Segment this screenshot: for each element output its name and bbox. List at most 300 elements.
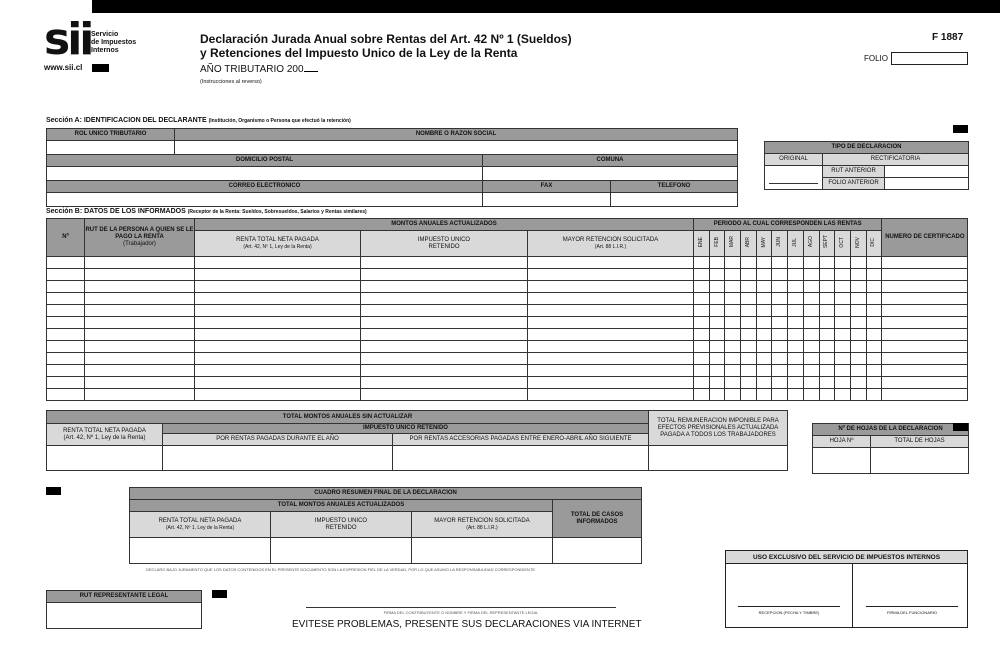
table-cell[interactable] — [694, 305, 710, 317]
marker-block — [46, 487, 61, 495]
table-cell[interactable] — [709, 341, 725, 353]
table-cell[interactable] — [819, 257, 835, 269]
folio-label: FOLIO — [864, 54, 889, 63]
table-cell[interactable] — [866, 329, 882, 341]
table-cell[interactable] — [741, 353, 757, 365]
table-cell[interactable] — [725, 281, 741, 293]
table-cell[interactable] — [361, 257, 528, 269]
telefono-field[interactable] — [611, 193, 738, 207]
table-cell[interactable] — [47, 377, 85, 389]
table-cell[interactable] — [361, 389, 528, 401]
table-cell[interactable] — [803, 377, 819, 389]
table-cell[interactable] — [725, 365, 741, 377]
totales-renta-header: RENTA TOTAL NETA PAGADA (Art. 42, Nº 1, Ley de la Renta) — [47, 424, 163, 446]
table-cell[interactable] — [835, 269, 851, 281]
mes-header: AGO — [803, 231, 819, 257]
table-cell[interactable] — [788, 293, 804, 305]
table-row — [47, 353, 968, 365]
table-cell[interactable] — [772, 389, 788, 401]
table-cell[interactable] — [725, 341, 741, 353]
table-cell[interactable] — [741, 293, 757, 305]
table-cell[interactable] — [819, 365, 835, 377]
table-cell[interactable] — [361, 281, 528, 293]
table-cell[interactable] — [850, 317, 866, 329]
table-cell[interactable] — [528, 281, 694, 293]
remuneracion-field[interactable] — [649, 446, 788, 471]
table-cell[interactable] — [694, 377, 710, 389]
correo-header: CORREO ELECTRONICO — [47, 181, 483, 193]
table-cell[interactable] — [819, 353, 835, 365]
table-cell[interactable] — [772, 269, 788, 281]
table-cell[interactable] — [882, 305, 968, 317]
table-row — [47, 257, 968, 269]
resumen-table — [129, 487, 642, 564]
table-cell[interactable] — [803, 329, 819, 341]
table-cell[interactable] — [47, 389, 85, 401]
table-cell[interactable] — [772, 353, 788, 365]
table-cell[interactable] — [47, 341, 85, 353]
table-cell[interactable] — [756, 317, 772, 329]
table-cell[interactable] — [694, 281, 710, 293]
table-cell[interactable] — [195, 257, 361, 269]
table-cell[interactable] — [528, 341, 694, 353]
table-cell[interactable] — [361, 317, 528, 329]
table-cell[interactable] — [835, 305, 851, 317]
table-cell[interactable] — [803, 257, 819, 269]
table-cell[interactable] — [835, 281, 851, 293]
rut-representante-field[interactable] — [47, 603, 202, 629]
table-cell[interactable] — [741, 305, 757, 317]
table-cell[interactable] — [694, 317, 710, 329]
table-cell[interactable] — [195, 317, 361, 329]
table-cell[interactable] — [819, 305, 835, 317]
table-cell[interactable] — [772, 293, 788, 305]
table-cell[interactable] — [361, 377, 528, 389]
table-row — [47, 389, 968, 401]
table-cell[interactable] — [709, 329, 725, 341]
resumen-impuesto-field[interactable] — [271, 538, 412, 564]
table-cell[interactable] — [756, 377, 772, 389]
table-cell[interactable] — [756, 305, 772, 317]
correo-field[interactable] — [47, 193, 483, 207]
table-cell[interactable] — [725, 293, 741, 305]
mayor-retencion-header: MAYOR RETENCION SOLICITADA (Art. 88 L.I.R.) — [528, 231, 694, 257]
impuesto-retenido-header: IMPUESTO UNICO RETENIDO — [163, 424, 649, 434]
domicilio-header: DOMICILIO POSTAL — [47, 155, 483, 167]
table-cell[interactable] — [803, 365, 819, 377]
table-cell[interactable] — [47, 353, 85, 365]
table-cell[interactable] — [528, 293, 694, 305]
table-cell[interactable] — [741, 317, 757, 329]
marker-block — [212, 590, 227, 598]
table-cell[interactable] — [361, 305, 528, 317]
table-cell[interactable] — [709, 293, 725, 305]
totales-table — [46, 410, 649, 471]
table-cell[interactable] — [835, 365, 851, 377]
table-cell[interactable] — [725, 389, 741, 401]
mes-header: SEPT — [819, 231, 835, 257]
table-cell[interactable] — [850, 365, 866, 377]
table-cell[interactable] — [835, 377, 851, 389]
table-cell[interactable] — [756, 353, 772, 365]
table-cell[interactable] — [756, 389, 772, 401]
table-cell[interactable] — [195, 293, 361, 305]
table-row — [47, 269, 968, 281]
table-cell[interactable] — [694, 341, 710, 353]
table-cell[interactable] — [866, 389, 882, 401]
rut-anterior-field[interactable] — [885, 166, 969, 178]
table-cell[interactable] — [835, 317, 851, 329]
table-cell[interactable] — [772, 377, 788, 389]
table-cell[interactable] — [195, 389, 361, 401]
rut-anterior-label: RUT ANTERIOR — [823, 166, 885, 178]
table-cell[interactable] — [709, 281, 725, 293]
table-cell[interactable] — [835, 293, 851, 305]
table-cell[interactable] — [85, 365, 195, 377]
rol-unico-header: ROL UNICO TRIBUTARIO — [47, 129, 175, 141]
table-cell[interactable] — [866, 281, 882, 293]
mes-header: JUL — [788, 231, 804, 257]
telefono-header: TELEFONO — [611, 181, 738, 193]
table-cell[interactable] — [528, 365, 694, 377]
table-cell[interactable] — [361, 365, 528, 377]
table-cell[interactable] — [47, 317, 85, 329]
table-cell[interactable] — [195, 353, 361, 365]
mes-header: MAY — [756, 231, 772, 257]
domicilio-field[interactable] — [47, 167, 483, 181]
table-cell[interactable] — [85, 389, 195, 401]
footer-message: EVITESE PROBLEMAS, PRESENTE SUS DECLARACIONES VIA INTERNET — [292, 619, 642, 630]
table-cell[interactable] — [709, 305, 725, 317]
table-cell[interactable] — [850, 329, 866, 341]
table-cell[interactable] — [882, 389, 968, 401]
table-cell[interactable] — [788, 341, 804, 353]
table-cell[interactable] — [850, 305, 866, 317]
table-cell[interactable] — [866, 353, 882, 365]
table-cell[interactable] — [882, 269, 968, 281]
table-cell[interactable] — [788, 365, 804, 377]
table-cell[interactable] — [803, 293, 819, 305]
table-cell[interactable] — [694, 269, 710, 281]
table-cell[interactable] — [882, 329, 968, 341]
table-cell[interactable] — [756, 365, 772, 377]
table-cell[interactable] — [741, 365, 757, 377]
mes-header: OCT — [835, 231, 851, 257]
table-cell[interactable] — [866, 317, 882, 329]
montos-header: MONTOS ANUALES ACTUALIZADOS — [195, 219, 694, 231]
table-cell[interactable] — [788, 317, 804, 329]
table-cell[interactable] — [725, 257, 741, 269]
table-cell[interactable] — [528, 329, 694, 341]
impuesto-header: IMPUESTO UNICO RETENIDO — [361, 231, 528, 257]
table-cell[interactable] — [882, 341, 968, 353]
table-cell[interactable] — [772, 281, 788, 293]
resumen-montos-header: TOTAL MONTOS ANUALES ACTUALIZADOS — [130, 500, 553, 512]
table-cell[interactable] — [725, 317, 741, 329]
table-cell[interactable] — [866, 365, 882, 377]
table-cell[interactable] — [195, 365, 361, 377]
table-cell[interactable] — [788, 305, 804, 317]
table-cell[interactable] — [819, 329, 835, 341]
folio-field[interactable] — [891, 52, 968, 65]
table-cell[interactable] — [882, 293, 968, 305]
table-cell[interactable] — [850, 389, 866, 401]
table-cell[interactable] — [803, 341, 819, 353]
table-cell[interactable] — [850, 377, 866, 389]
rectificatoria-option[interactable]: RECTIFICATORIA — [823, 154, 969, 166]
table-cell[interactable] — [788, 257, 804, 269]
table-cell[interactable] — [819, 377, 835, 389]
table-cell[interactable] — [788, 389, 804, 401]
table-cell[interactable] — [741, 341, 757, 353]
table-row — [47, 305, 968, 317]
section-b-title: Sección B: DATOS DE LOS INFORMADOS (Receptor de la Renta: Sueldos, Sobresueldos, Salarios y Rentas similares) — [46, 208, 367, 215]
table-cell[interactable] — [741, 389, 757, 401]
accesorias-header: POR RENTAS ACCESORIAS PAGADAS ENTRE ENERO-ABRIL AÑO SIGUIENTE — [393, 434, 649, 446]
table-cell[interactable] — [528, 389, 694, 401]
table-cell[interactable] — [788, 329, 804, 341]
table-cell[interactable] — [803, 317, 819, 329]
sii-logo-text: Servicio de Impuestos Internos — [91, 31, 137, 54]
table-cell[interactable] — [835, 353, 851, 365]
table-cell[interactable] — [361, 353, 528, 365]
table-row — [47, 329, 968, 341]
accesorias-field[interactable] — [393, 446, 649, 471]
table-cell[interactable] — [85, 377, 195, 389]
table-cell[interactable] — [195, 281, 361, 293]
table-cell[interactable] — [866, 305, 882, 317]
table-cell[interactable] — [850, 281, 866, 293]
table-cell[interactable] — [882, 353, 968, 365]
table-cell[interactable] — [756, 341, 772, 353]
table-cell[interactable] — [835, 329, 851, 341]
table-cell[interactable] — [725, 329, 741, 341]
table-cell[interactable] — [850, 269, 866, 281]
mes-header: MAR — [725, 231, 741, 257]
folio-anterior-field[interactable] — [885, 178, 969, 190]
table-cell[interactable] — [47, 365, 85, 377]
table-cell[interactable] — [709, 365, 725, 377]
table-cell[interactable] — [882, 365, 968, 377]
table-cell[interactable] — [694, 365, 710, 377]
table-cell[interactable] — [850, 257, 866, 269]
table-cell[interactable] — [694, 353, 710, 365]
table-cell[interactable] — [741, 257, 757, 269]
table-cell[interactable] — [47, 293, 85, 305]
rol-unico-field[interactable] — [47, 141, 175, 155]
resumen-renta-field[interactable] — [130, 538, 271, 564]
section-a-title: Sección A: IDENTIFICACION DEL DECLARANTE (Institución, Organismo o Persona que efectuó la retención) — [46, 117, 351, 124]
table-cell[interactable] — [741, 377, 757, 389]
table-cell[interactable] — [835, 257, 851, 269]
table-cell[interactable] — [772, 305, 788, 317]
table-cell[interactable] — [819, 281, 835, 293]
table-cell[interactable] — [819, 269, 835, 281]
identificacion-table — [46, 128, 738, 207]
table-cell[interactable] — [694, 293, 710, 305]
table-cell[interactable] — [772, 329, 788, 341]
table-cell[interactable] — [725, 353, 741, 365]
table-cell[interactable] — [882, 377, 968, 389]
table-cell[interactable] — [709, 389, 725, 401]
table-cell[interactable] — [528, 353, 694, 365]
table-cell[interactable] — [741, 269, 757, 281]
table-cell[interactable] — [528, 377, 694, 389]
table-cell[interactable] — [803, 305, 819, 317]
table-cell[interactable] — [756, 281, 772, 293]
durante-field[interactable] — [163, 446, 393, 471]
table-cell[interactable] — [882, 317, 968, 329]
nombre-field[interactable] — [175, 141, 738, 155]
sii-url: www.sii.cl — [44, 63, 83, 72]
declaracion-juramento: DECLARO BAJO JURAMENTO QUE LOS DATOS CONTENIDOS EN EL PRESENTE DOCUMENTO SON LA EXPRESION FIEL DE LA VERDAD, POR LO QUE ASUMO LA RESPONSABILIDAD CORRESPONDIENTE — [146, 567, 536, 572]
table-cell[interactable] — [772, 341, 788, 353]
tipo-declaracion-header: TIPO DE DECLARACION — [765, 142, 969, 154]
table-cell[interactable] — [85, 353, 195, 365]
table-cell[interactable] — [195, 377, 361, 389]
table-cell[interactable] — [694, 389, 710, 401]
durante-header: POR RENTAS PAGADAS DURANTE EL AÑO — [163, 434, 393, 446]
table-cell[interactable] — [803, 281, 819, 293]
mes-header: NOV — [850, 231, 866, 257]
table-cell[interactable] — [819, 293, 835, 305]
table-cell[interactable] — [866, 257, 882, 269]
form-title: Declaración Jurada Anual sobre Rentas del Art. 42 Nº 1 (Sueldos) y Retenciones del Impuesto Unico de la Ley de la Renta — [200, 32, 572, 60]
table-cell[interactable] — [741, 281, 757, 293]
comuna-field[interactable] — [483, 167, 738, 181]
table-cell[interactable] — [788, 377, 804, 389]
total-hojas-field[interactable] — [871, 448, 969, 474]
table-cell[interactable] — [850, 353, 866, 365]
resumen-mayor-field[interactable] — [412, 538, 553, 564]
table-cell[interactable] — [85, 257, 195, 269]
table-cell[interactable] — [85, 341, 195, 353]
table-cell[interactable] — [361, 293, 528, 305]
table-cell[interactable] — [528, 317, 694, 329]
original-option[interactable]: ORIGINAL — [765, 154, 823, 166]
table-cell[interactable] — [85, 269, 195, 281]
table-cell[interactable] — [866, 293, 882, 305]
form-number: F 1887 — [932, 32, 964, 43]
table-cell[interactable] — [195, 341, 361, 353]
table-cell[interactable] — [528, 269, 694, 281]
table-cell[interactable] — [528, 305, 694, 317]
table-cell[interactable] — [709, 353, 725, 365]
informados-table — [46, 218, 968, 401]
table-cell[interactable] — [361, 329, 528, 341]
table-cell[interactable] — [709, 377, 725, 389]
folio-anterior-label: FOLIO ANTERIOR — [823, 178, 885, 190]
rut-representante-header: RUT REPRESENTANTE LEGAL — [47, 591, 202, 603]
table-cell[interactable] — [788, 353, 804, 365]
resumen-impuesto-header: IMPUESTO UNICO RETENIDO — [271, 512, 412, 538]
casos-field[interactable] — [553, 538, 642, 564]
mes-header: ABR — [741, 231, 757, 257]
table-cell[interactable] — [850, 293, 866, 305]
periodo-header: PERIODO AL CUAL CORRESPONDEN LAS RENTAS — [694, 219, 882, 231]
uso-exclusivo-box — [725, 550, 968, 628]
table-cell[interactable] — [694, 329, 710, 341]
table-cell[interactable] — [756, 269, 772, 281]
table-cell[interactable] — [361, 341, 528, 353]
table-cell[interactable] — [819, 341, 835, 353]
table-cell[interactable] — [803, 389, 819, 401]
hoja-numero-field[interactable] — [813, 448, 871, 474]
table-cell[interactable] — [756, 257, 772, 269]
table-cell[interactable] — [361, 269, 528, 281]
original-mark[interactable] — [765, 166, 823, 190]
table-cell[interactable] — [819, 389, 835, 401]
table-row — [47, 293, 968, 305]
sii-logo: sii — [44, 14, 92, 65]
table-cell[interactable] — [47, 269, 85, 281]
table-cell[interactable] — [803, 269, 819, 281]
resumen-mayor-header: MAYOR RETENCION SOLICITADA (Art. 88 L.I.R.) — [412, 512, 553, 538]
marker-block — [953, 125, 968, 133]
table-cell[interactable] — [866, 341, 882, 353]
hojas-header: Nº DE HOJAS DE LA DECLARACION — [813, 424, 969, 436]
table-cell[interactable] — [195, 329, 361, 341]
table-cell[interactable] — [195, 305, 361, 317]
table-cell[interactable] — [882, 281, 968, 293]
table-cell[interactable] — [85, 305, 195, 317]
hojas-table — [812, 423, 969, 474]
table-cell[interactable] — [709, 317, 725, 329]
totales-header: TOTAL MONTOS ANUALES SIN ACTUALIZAR — [47, 411, 649, 424]
table-cell[interactable] — [788, 269, 804, 281]
table-cell[interactable] — [47, 257, 85, 269]
table-cell[interactable] — [709, 269, 725, 281]
table-cell[interactable] — [772, 317, 788, 329]
table-cell[interactable] — [85, 281, 195, 293]
table-row — [47, 377, 968, 389]
table-cell[interactable] — [47, 281, 85, 293]
table-cell[interactable] — [803, 353, 819, 365]
nombre-header: NOMBRE O RAZON SOCIAL — [175, 129, 738, 141]
table-cell[interactable] — [772, 365, 788, 377]
table-cell[interactable] — [835, 341, 851, 353]
table-cell[interactable] — [85, 293, 195, 305]
table-cell[interactable] — [85, 317, 195, 329]
uso-exclusivo-header: USO EXCLUSIVO DEL SERVICIO DE IMPUESTOS INTERNOS — [726, 551, 967, 564]
table-cell[interactable] — [195, 269, 361, 281]
table-cell[interactable] — [756, 329, 772, 341]
table-cell[interactable] — [866, 377, 882, 389]
table-cell[interactable] — [741, 329, 757, 341]
table-cell[interactable] — [866, 269, 882, 281]
table-cell[interactable] — [772, 257, 788, 269]
table-cell[interactable] — [835, 389, 851, 401]
table-cell[interactable] — [528, 257, 694, 269]
table-cell[interactable] — [850, 341, 866, 353]
table-cell[interactable] — [819, 317, 835, 329]
table-cell[interactable] — [725, 269, 741, 281]
table-cell[interactable] — [694, 257, 710, 269]
totales-renta-field[interactable] — [47, 446, 163, 471]
fax-field[interactable] — [483, 193, 611, 207]
marker-block — [953, 423, 968, 431]
table-cell[interactable] — [47, 329, 85, 341]
table-cell[interactable] — [756, 293, 772, 305]
table-cell[interactable] — [709, 257, 725, 269]
table-cell[interactable] — [725, 377, 741, 389]
table-cell[interactable] — [47, 305, 85, 317]
mes-header: ENE — [694, 231, 710, 257]
table-cell[interactable] — [788, 281, 804, 293]
table-cell[interactable] — [882, 257, 968, 269]
table-cell[interactable] — [725, 305, 741, 317]
table-cell[interactable] — [85, 329, 195, 341]
